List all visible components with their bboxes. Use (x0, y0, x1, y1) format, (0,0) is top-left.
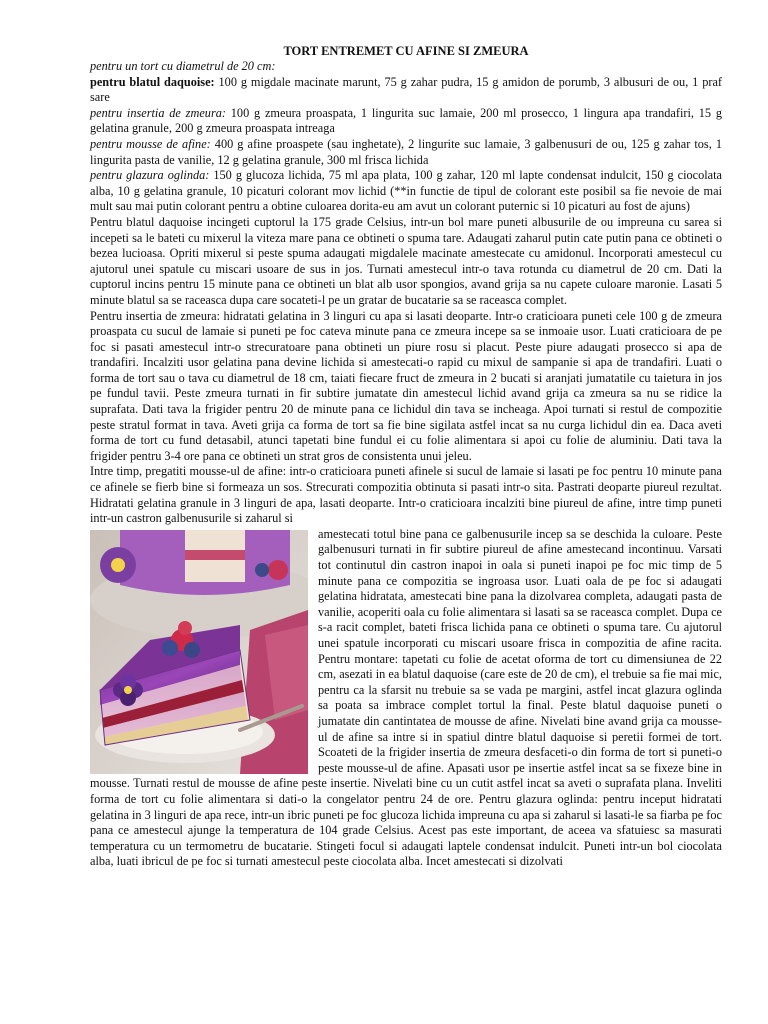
ingredients-insertie (90, 106, 722, 137)
recipe-page (90, 44, 722, 870)
paragraph-insertie: Pentru insertia de zmeura: hidratati gelatina in 3 linguri cu apa si lasati deoparte. Intr-o craticioara puneti cele 100 g de zmeura proaspata cu sucul de lamaie si puneti pe foc cateva minute pana ce zmeura incepe sa se inmoaie usor. Luati craticioara de pe foc si pasati amestecul intr-o strecuratoare pana obtineti un piure rosu si placut. Peste piure adaugati prosecco si apa de trandafiri. Incalziti usor gelatina pana devine lichida si amestecati-o rapid cu mixul de sampanie si apa de trandafiri. Luati o forma de tort sau o tava cu diametrul de 18 cm, taiati fiecare fruct de zmeura in 2 bucati si aranjati jumatatile cu taietura in jos pe fundul tavii. Peste zmeura turnati in fir subtire jumatate din amestecul lichid avand grija ca zmeura sa nu se ridice la suprafata. Dati tava la frigider pentru 20 de minute pana ce lichidul din tava se incheaga. Apoi turnati si restul de compozitie peste stratul format in tava. Aveti grija ca forma de tort sa fie bine sigilata astfel incat sa nu curga lichidul din ea. Daca aveti forma de tort cu fund detasabil, atunci tapetati bine fundul ei cu folie alimentara si apoi cu folie de aluminiu. Dati tava la frigider pentru 3-4 ore pana ce obtineti un strat gros de consistenta unui jeleu. (90, 308, 722, 463)
paragraph-mousse-assembly: amestecati totul bine pana ce galbenusurile incep sa se deschida la culoare. Peste galbenusuri turnati in fir subtire piureul de afine amestecand incontinuu. Varsati tot continutul din castron inapoi in oala si puneti inapoi pe foc mic timp de 5 minute pana ce compozitia se ingroasa usor. Luati oala de pe foc si adaugati gelatina hidratata, amestecati bine pana la dizolvarea completa, adaugati pasta de vanilie, acoperiti oala cu folie alimentara si lasati sa se raceasca complet. Dupa ce s-a racit complet, bateti frisca lichida pana ce obtineti o spuma tare. Cu ajutorul unei spatule incorporati cu miscari usoare frisca in compozitia de afine racita. Pentru montare: tapetati cu folie de acetat oforma de tort cu dimensiunea de 22 cm, asezati in ea blatul daquoise (care este de 20 de cm), el trebuie sa fie mai mic, pentru ca la sfarsit nu trebuie sa se vada pe margini, astfel incat glazura oglinda sa poata sa imbrace complet tortul la final. Peste blatul daquoise puneti o jumatate din cantintatea de mousse de afine. Nivelati bine avand grija ca mousse-ul de afine sa intre si in spatiul dintre blatul daquoise si peretii formei de tort. Scoateti de la frigider insertia de zmeura desfaceti-o din forma de tort si puneti-o peste mousse-ul de afine. Apasati usor pe insertie astfel incat sa se fixeze bine in mousse. Turnati restul de mousse de afine peste insertie. Nivelati bine cu un cutit astfel incat sa aveti o suprafata plana. Inveliti forma de tort cu folie alimentara si dati-o la congelator pentru 24 de ore. Pentru glazura oglinda: pentru inceput hidratati gelatina in 3 linguri de apa rece, intr-un ibric puneti pe foc glucoza lichida impreuna cu apa si zaharul si lasati-le sa fiarba pe foc pana ce amestecul ajunge la temperatura de 104 grade Celsius. Acest pas este important, de aceea va sfatuiesc sa masurati temperatura cu un termometru de bucatarie. Stingeti focul si adaugati laptele condensat indulcit. Puneti intr-un bol ciocolata alba, luati ibricul de pe foc si turnati amestecul peste ciocolata alba. Incet amestecati si dizolvati (90, 526, 722, 869)
ingredients-glazura (90, 168, 722, 215)
ingredients-daquoise-text: 100 g migdale macinate marunt, 75 g zahar pudra, 15 g amidon de porumb, 3 albusuri de ou, 1 praf sare (90, 74, 723, 105)
paragraph-mousse-intro: Intre timp, pregatiti mousse-ul de afine: intr-o craticioara puneti afinele si sucul de lamaie si lasati pe foc pentru 10 minute pana ce afinele se fierb bine si formeaza un sos. Strecurati compozitia obtinuta si pasati intr-o sita. Pastrati deoparte piureul rezultat. Hidratati gelatina granule in 3 linguri de apa, lasati deoparte. Intr-o craticioara incalziti bine piureul de afine, intre timp puneti intr-un castron galbenusurile si zaharul si (90, 464, 722, 526)
ingredients-glazura-label: pentru glazura oglinda: (90, 168, 210, 183)
ingredients-mousse-label: pentru mousse de afine: (90, 136, 211, 151)
ingredients-mousse-text: 400 g afine proaspete (sau inghetate), 2 lingurite suc lamaie, 3 galbenusuri de ou, 125 g zahar tos, 1 lingurita pasta de vanilie, 12 g gelatina granule, 300 ml frisca lichida (90, 136, 722, 167)
ingredients-insertie-text: 100 g zmeura proaspata, 1 lingurita suc lamaie, 200 ml prosecco, 1 lingura apa trandafiri, 15 g gelatina granule, 200 g zmeura proaspata intreaga (90, 105, 723, 136)
cake-photo (90, 530, 308, 774)
ingredients-glazura-text: 150 g glucoza lichida, 75 ml apa plata, 100 g zahar, 120 ml lapte condensat indulcit, 150 g ciocolata alba, 10 g gelatina granule, 10 picaturi colorant mov lichid (**in functie de tipul de colorant este posibil sa fie nevoie de mai mult sau mai putin colorant pentru a obtine culoarea dorita-eu am avut un colorant puternic si 10 picaturi au fost de ajuns) (90, 168, 722, 214)
ingredients-mousse (90, 137, 722, 168)
recipe-title: TORT ENTREMET CU AFINE SI ZMEURA (283, 44, 529, 58)
recipe-subtitle: pentru un tort cu diametrul de 20 cm: (90, 59, 276, 73)
ingredients-insertie-label: pentru insertia de zmeura: (90, 105, 226, 120)
paragraph-daquoise: Pentru blatul daquoise incingeti cuptorul la 175 grade Celsius, intr-un bol mare puneti albusurile de ou impreuna cu sarea si incepeti sa le bateti cu mixerul la viteza mare pana ce obtineti o spuma tare. Adaugati zaharul putin cate putin pana ce obtineti o bezea lucioasa. Opriti mixerul si peste spuma adaugati migdalele macinate amestecate cu amidonul. Incorporati amestecul cu ajutorul unei spatule cu miscari usoare de sus in jos. Turnati amestecul intr-o tava rotunda cu diametrul de 20 cm. Dati la cuptorul incins pentru 15 minute pana ce obtineti un blat alb usor spongios, avand grija sa nu capete culoare maronie. Lasati 5 minute blatul sa se raceasca dupa care socateti-l pe un gratar de bucatarie sa se raceasca complet. (90, 214, 722, 307)
ingredients-daquoise (90, 75, 722, 106)
ingredients-daquoise-label: pentru blatul daquoise: (90, 74, 215, 89)
